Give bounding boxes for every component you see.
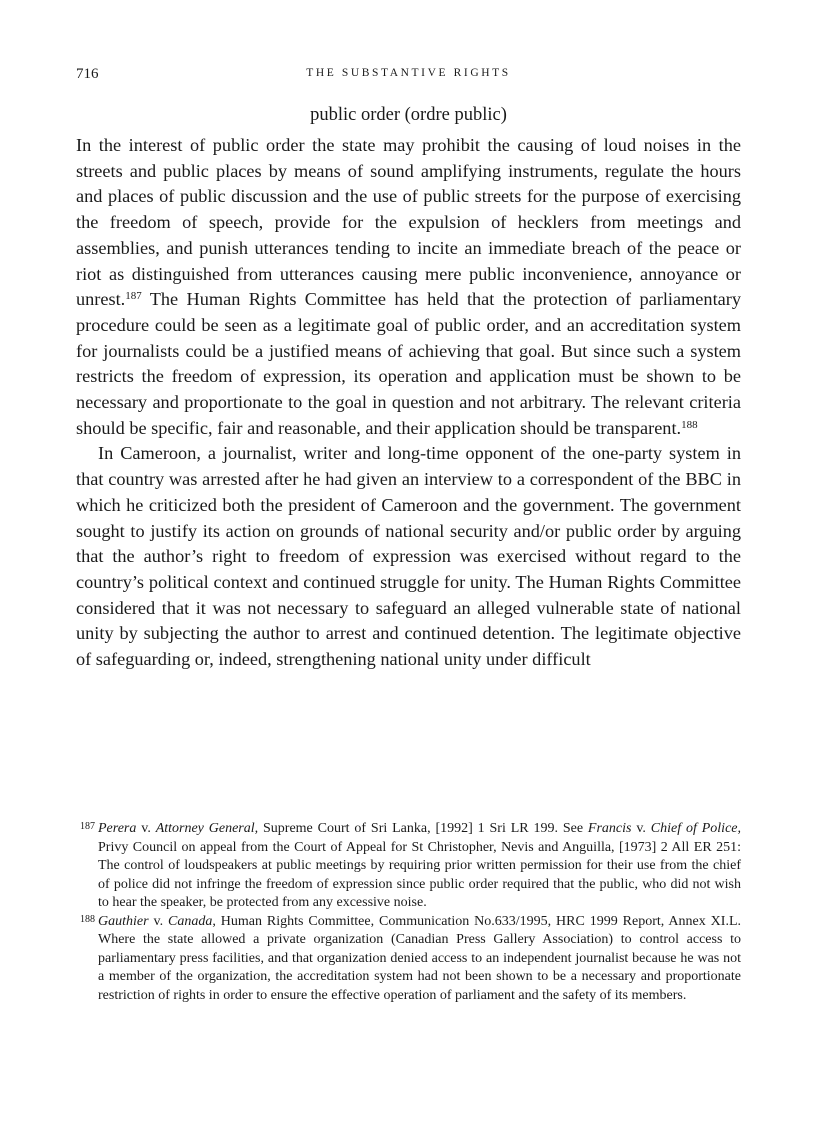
- paragraph-text: In the interest of public order the state may prohibit the causing of loud noises in the streets and public places by means of sound amplifying instruments, regulate the hours and places of public discussion and the use of public streets for the purpose of exercising the freedom of speech, provide for the expulsion of hecklers from meetings and assemblies, and punish utterances tending to incite an immediate breach of the peace or riot as distinguished from utterances causing mere public inconvenience, annoyance or unrest.: [76, 135, 741, 310]
- running-title: THE SUBSTANTIVE RIGHTS: [306, 67, 511, 79]
- case-name: Perera: [98, 821, 137, 836]
- footnote-text: Supreme Court of Sri Lanka, [1992] 1 Sri LR 199. See: [258, 821, 588, 836]
- footnote-text: , Human Rights Committee, Communication No.633/1995, HRC 1999 Report, Annex XI.L. Where the state allowed a private organization (Canadian Press Gallery Association) to control access to parliamentary press facilities, and that organization denied access to an independent journalist because he was not a member of the organization, the accreditation system had not been shown to be a necessary and proportionate restriction of rights in order to ensure the effective operation of parliament and the safety of its members.: [98, 913, 741, 1003]
- body-text: [76, 133, 741, 673]
- footnote-number: 187: [80, 821, 95, 832]
- paragraph-public-order: [76, 133, 741, 441]
- footnote-ref-187[interactable]: 187: [125, 290, 142, 303]
- case-name: Gauthier: [98, 913, 149, 929]
- paragraph-text: The Human Rights Committee has held that the protection of parliamentary procedure could be seen as a legitimate goal of public order, and an accreditation system for journalists could be a justified means of achieving that goal. But since such a system restricts the freedom of expression, its operation and application must be shown to be necessary and proportionate to the goal in question and not arbitrary. The relevant criteria should be specific, fair and reasonable, and their application should be transparent.: [76, 289, 741, 438]
- case-name: Canada: [168, 913, 213, 929]
- footnote-number: 188: [80, 913, 95, 925]
- paragraph-cameroon: [76, 441, 741, 672]
- footnote-ref-188[interactable]: 188: [681, 418, 698, 431]
- case-name: Attorney General,: [155, 821, 259, 836]
- footnotes: [76, 820, 741, 1005]
- case-name: Francis: [587, 821, 632, 836]
- footnote-text: v.: [136, 821, 156, 836]
- footnote-text: v.: [631, 821, 651, 836]
- running-head: [76, 66, 741, 86]
- page-number: 716: [76, 66, 99, 82]
- footnote-187: [76, 820, 741, 913]
- footnote-text: v.: [148, 913, 168, 929]
- section-heading: public order (ordre public): [310, 105, 507, 125]
- footnote-text: Privy Council on appeal from the Court of Appeal for St Christopher, Nevis and Anguilla, [1973] 2 All ER 251: The control of loudspeakers at public meetings by requiring prior written permission for their use from the chief of police did not infringe the freedom of expression since public order required that the public, who did not wish to hear the speaker, be protected from any excessive noise.: [98, 839, 741, 910]
- case-name: Chief of Police,: [650, 821, 742, 836]
- paragraph-text: In Cameroon, a journalist, writer and long-time opponent of the one-party system in that country was arrested after he had given an interview to a correspondent of the BBC in which he criticized both the president of Cameroon and the government. The government sought to justify its action on grounds of national security and/or public order by arguing that the author’s right to freedom of expression was exercised without regard to the country’s political context and continued struggle for unity. The Human Rights Committee considered that it was not necessary to safeguard an alleged vulnerable state of national unity by subjecting the author to arrest and continued detention. The legitimate objective of safeguarding or, indeed, strengthening national unity under difficult: [76, 443, 741, 670]
- footnote-188: [76, 913, 741, 1006]
